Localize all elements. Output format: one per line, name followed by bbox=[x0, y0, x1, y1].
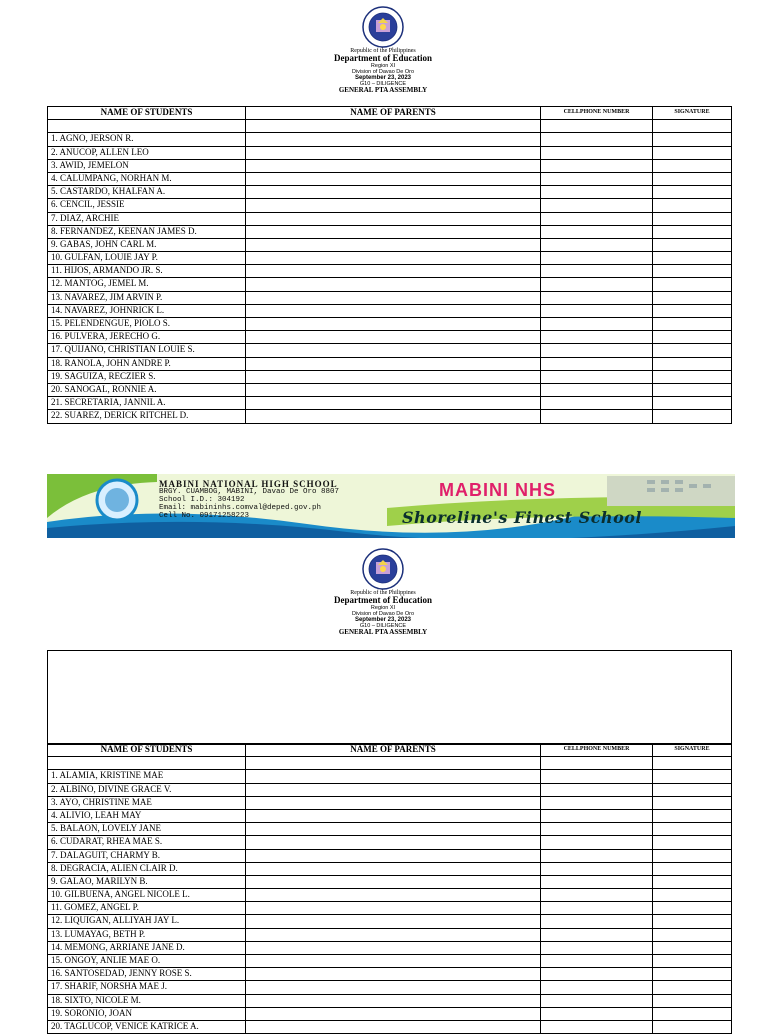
cellphone-cell[interactable] bbox=[541, 252, 653, 265]
student-name-cell: 10. GULFAN, LOUIE JAY P. bbox=[48, 252, 246, 265]
table-row bbox=[48, 370, 732, 383]
department-title: Department of Education bbox=[334, 595, 432, 606]
parent-name-cell[interactable] bbox=[246, 133, 541, 146]
cellphone-cell[interactable] bbox=[541, 159, 653, 172]
parent-name-cell[interactable] bbox=[246, 849, 541, 862]
blank-cell bbox=[48, 757, 246, 770]
table-row bbox=[48, 291, 732, 304]
student-name-cell: 14. NAVAREZ, JOHNRICK L. bbox=[48, 304, 246, 317]
table-body bbox=[48, 133, 732, 423]
table-blank-row bbox=[48, 120, 732, 133]
signature-cell[interactable] bbox=[653, 238, 732, 251]
blank-notes-box bbox=[47, 650, 732, 745]
table-header-row bbox=[48, 107, 732, 120]
signature-cell[interactable] bbox=[653, 370, 732, 383]
signature-cell[interactable] bbox=[653, 344, 732, 357]
cellphone-cell[interactable] bbox=[541, 981, 653, 994]
signature-cell[interactable] bbox=[653, 133, 732, 146]
table-row bbox=[48, 199, 732, 212]
signature-cell[interactable] bbox=[653, 770, 732, 783]
signature-cell[interactable] bbox=[653, 278, 732, 291]
signature-cell[interactable] bbox=[653, 265, 732, 278]
student-name-cell: 18. SIXTO, NICOLE M. bbox=[48, 994, 246, 1007]
cellphone-cell[interactable] bbox=[541, 383, 653, 396]
student-name-cell: 16. PULVERA, JERECHO G. bbox=[48, 331, 246, 344]
table-row bbox=[48, 770, 732, 783]
student-name-cell: 11. GOMEZ, ANGEL P. bbox=[48, 902, 246, 915]
section-line: G10 – DILIGENCE bbox=[359, 622, 407, 629]
signature-cell[interactable] bbox=[653, 212, 732, 225]
parent-name-cell[interactable] bbox=[246, 968, 541, 981]
signature-cell[interactable] bbox=[653, 291, 732, 304]
signature-cell[interactable] bbox=[653, 397, 732, 410]
blank-cell bbox=[541, 120, 653, 133]
cellphone-cell[interactable] bbox=[541, 836, 653, 849]
signature-cell[interactable] bbox=[653, 941, 732, 954]
cellphone-cell[interactable] bbox=[541, 902, 653, 915]
cellphone-cell[interactable] bbox=[541, 889, 653, 902]
signature-cell[interactable] bbox=[653, 783, 732, 796]
cellphone-cell[interactable] bbox=[541, 410, 653, 423]
cellphone-cell[interactable] bbox=[541, 875, 653, 888]
cellphone-cell[interactable] bbox=[541, 186, 653, 199]
col-signature-header: SIGNATURE bbox=[653, 744, 732, 757]
student-name-cell: 7. DALAGUIT, CHARMY B. bbox=[48, 849, 246, 862]
student-name-cell: 21. SECRETARIA, JANNIL A. bbox=[48, 397, 246, 410]
student-name-cell: 8. FERNANDEZ, KEENAN JAMES D. bbox=[48, 225, 246, 238]
parent-name-cell[interactable] bbox=[246, 304, 541, 317]
signature-cell[interactable] bbox=[653, 199, 732, 212]
student-name-cell: 15. ONGOY, ANLIE MAE O. bbox=[48, 955, 246, 968]
signature-cell[interactable] bbox=[653, 304, 732, 317]
date-line: September 23, 2023 bbox=[354, 617, 412, 624]
cellphone-cell[interactable] bbox=[541, 265, 653, 278]
student-name-cell: 13. NAVAREZ, JIM ARVIN P. bbox=[48, 291, 246, 304]
student-name-cell: 13. LUMAYAG, BETH P. bbox=[48, 928, 246, 941]
parent-name-cell[interactable] bbox=[246, 344, 541, 357]
parent-name-cell[interactable] bbox=[246, 915, 541, 928]
table-row bbox=[48, 968, 732, 981]
table-row bbox=[48, 928, 732, 941]
parent-name-cell[interactable] bbox=[246, 159, 541, 172]
student-name-cell: 20. SANOGAL, RONNIE A. bbox=[48, 383, 246, 396]
mabini-nhs-logo: MABINI NHS bbox=[439, 480, 556, 500]
table-row bbox=[48, 902, 732, 915]
republic-line: Republic of the Philippines bbox=[350, 590, 416, 596]
table-row bbox=[48, 172, 732, 185]
signature-cell[interactable] bbox=[653, 796, 732, 809]
cellphone-cell[interactable] bbox=[541, 357, 653, 370]
signature-cell[interactable] bbox=[653, 410, 732, 423]
student-name-cell: 1. ALAMIA, KRISTINE MAE bbox=[48, 770, 246, 783]
parent-name-cell[interactable] bbox=[246, 836, 541, 849]
signature-cell[interactable] bbox=[653, 994, 732, 1007]
signature-cell[interactable] bbox=[653, 915, 732, 928]
cellphone-cell[interactable] bbox=[541, 172, 653, 185]
banner-address: BRGY. CUAMBOG, MABINI, Davao De Oro 8807 bbox=[159, 488, 340, 496]
student-name-cell: 18. RANOLA, JOHN ANDRE P. bbox=[48, 357, 246, 370]
blank-cell bbox=[653, 120, 732, 133]
signature-cell[interactable] bbox=[653, 809, 732, 822]
attendance-table-2 bbox=[47, 743, 732, 1034]
cellphone-cell[interactable] bbox=[541, 968, 653, 981]
student-name-cell: 7. DIAZ, ARCHIE bbox=[48, 212, 246, 225]
cellphone-cell[interactable] bbox=[541, 823, 653, 836]
table-row bbox=[48, 146, 732, 159]
col-parents-header: NAME OF PARENTS bbox=[246, 107, 541, 120]
banner-background-icon bbox=[47, 474, 735, 538]
blank-cell bbox=[246, 120, 541, 133]
student-name-cell: 5. BALAON, LOVELY JANE bbox=[48, 823, 246, 836]
signature-cell[interactable] bbox=[653, 318, 732, 331]
table-row bbox=[48, 889, 732, 902]
student-name-cell: 3. AWID, JEMELON bbox=[48, 159, 246, 172]
banner-school-name: MABINI NATIONAL HIGH SCHOOL bbox=[159, 479, 338, 489]
cellphone-cell[interactable] bbox=[541, 133, 653, 146]
table-row bbox=[48, 383, 732, 396]
division-line: Division of Davao De Oro bbox=[351, 610, 415, 617]
cellphone-cell[interactable] bbox=[541, 955, 653, 968]
col-cellphone-header: CELLPHONE NUMBER bbox=[541, 744, 653, 757]
cellphone-cell[interactable] bbox=[541, 941, 653, 954]
cellphone-cell[interactable] bbox=[541, 928, 653, 941]
student-name-cell: 6. CUDARAT, RHEA MAE S. bbox=[48, 836, 246, 849]
cellphone-cell[interactable] bbox=[541, 1020, 653, 1033]
parent-name-cell[interactable] bbox=[246, 981, 541, 994]
parent-name-cell[interactable] bbox=[246, 928, 541, 941]
table-row bbox=[48, 331, 732, 344]
parent-name-cell[interactable] bbox=[246, 172, 541, 185]
table-row bbox=[48, 994, 732, 1007]
table-blank-row bbox=[48, 757, 732, 770]
table-header-row bbox=[48, 744, 732, 757]
cellphone-cell[interactable] bbox=[541, 304, 653, 317]
student-name-cell: 6. CENCIL, JESSIE bbox=[48, 199, 246, 212]
parent-name-cell[interactable] bbox=[246, 410, 541, 423]
parent-name-cell[interactable] bbox=[246, 331, 541, 344]
blank-cell bbox=[48, 120, 246, 133]
student-name-cell: 19. SORONIO, JOAN bbox=[48, 1007, 246, 1020]
cellphone-cell[interactable] bbox=[541, 212, 653, 225]
student-name-cell: 1. AGNO, JERSON R. bbox=[48, 133, 246, 146]
section-line: G10 – DILIGENCE bbox=[359, 80, 407, 87]
student-name-cell: 16. SANTOSEDAD, JENNY ROSE S. bbox=[48, 968, 246, 981]
cellphone-cell[interactable] bbox=[541, 783, 653, 796]
signature-cell[interactable] bbox=[653, 225, 732, 238]
parent-name-cell[interactable] bbox=[246, 252, 541, 265]
event-line: GENERAL PTA ASSEMBLY bbox=[338, 86, 428, 95]
col-students-header: NAME OF STUDENTS bbox=[48, 107, 246, 120]
table-row bbox=[48, 1020, 732, 1033]
parent-name-cell[interactable] bbox=[246, 370, 541, 383]
student-name-cell: 17. SHARIF, NORSHA MAE J. bbox=[48, 981, 246, 994]
table-row bbox=[48, 410, 732, 423]
student-name-cell: 15. PELENDENGUE, PIOLO S. bbox=[48, 318, 246, 331]
table-row bbox=[48, 836, 732, 849]
banner-school-id: School I.D.: 304192 bbox=[159, 496, 245, 504]
table-row bbox=[48, 265, 732, 278]
banner-contact-block bbox=[159, 480, 339, 520]
table-row bbox=[48, 212, 732, 225]
cellphone-cell[interactable] bbox=[541, 331, 653, 344]
signature-cell[interactable] bbox=[653, 823, 732, 836]
signature-cell[interactable] bbox=[653, 889, 732, 902]
deped-seal-icon bbox=[362, 6, 404, 48]
cellphone-cell[interactable] bbox=[541, 291, 653, 304]
table-row bbox=[48, 133, 732, 146]
parent-name-cell[interactable] bbox=[246, 783, 541, 796]
student-name-cell: 17. QUIJANO, CHRISTIAN LOUIE S. bbox=[48, 344, 246, 357]
region-line: Region XI bbox=[370, 62, 396, 69]
student-name-cell: 3. AYO, CHRISTINE MAE bbox=[48, 796, 246, 809]
table-row bbox=[48, 357, 732, 370]
student-name-cell: 22. SUAREZ, DERICK RITCHEL D. bbox=[48, 410, 246, 423]
parent-name-cell[interactable] bbox=[246, 823, 541, 836]
parent-name-cell[interactable] bbox=[246, 1020, 541, 1033]
blank-cell bbox=[653, 757, 732, 770]
student-name-cell: 9. GALAO, MARILYN B. bbox=[48, 875, 246, 888]
signature-cell[interactable] bbox=[653, 968, 732, 981]
signature-cell[interactable] bbox=[653, 981, 732, 994]
cellphone-cell[interactable] bbox=[541, 994, 653, 1007]
student-name-cell: 11. HIJOS, ARMANDO JR. S. bbox=[48, 265, 246, 278]
division-line: Division of Davao De Oro bbox=[351, 68, 415, 75]
cellphone-cell[interactable] bbox=[541, 1007, 653, 1020]
student-name-cell: 19. SAGUIZA, RECZIER S. bbox=[48, 370, 246, 383]
table-row bbox=[48, 278, 732, 291]
table-row bbox=[48, 875, 732, 888]
student-name-cell: 20. TAGLUCOP, VENICE KATRICE A. bbox=[48, 1020, 246, 1033]
table-row bbox=[48, 796, 732, 809]
student-name-cell: 2. ANUCOP, ALLEN LEO bbox=[48, 146, 246, 159]
signature-cell[interactable] bbox=[653, 836, 732, 849]
cellphone-cell[interactable] bbox=[541, 278, 653, 291]
table-row bbox=[48, 225, 732, 238]
attendance-table-1 bbox=[47, 106, 732, 424]
cellphone-cell[interactable] bbox=[541, 862, 653, 875]
table-row bbox=[48, 186, 732, 199]
parent-name-cell[interactable] bbox=[246, 278, 541, 291]
table-row bbox=[48, 862, 732, 875]
cellphone-cell[interactable] bbox=[541, 849, 653, 862]
table-row bbox=[48, 981, 732, 994]
table-row bbox=[48, 849, 732, 862]
parent-name-cell[interactable] bbox=[246, 796, 541, 809]
col-signature-header: SIGNATURE bbox=[653, 107, 732, 120]
table-row bbox=[48, 941, 732, 954]
table-row bbox=[48, 915, 732, 928]
parent-name-cell[interactable] bbox=[246, 186, 541, 199]
table-row bbox=[48, 823, 732, 836]
signature-cell[interactable] bbox=[653, 862, 732, 875]
table-row bbox=[48, 238, 732, 251]
signature-cell[interactable] bbox=[653, 383, 732, 396]
parent-name-cell[interactable] bbox=[246, 875, 541, 888]
col-cellphone-header: CELLPHONE NUMBER bbox=[541, 107, 653, 120]
signature-cell[interactable] bbox=[653, 172, 732, 185]
parent-name-cell[interactable] bbox=[246, 357, 541, 370]
signature-cell[interactable] bbox=[653, 331, 732, 344]
banner-cell: Cell No. 09171258223 bbox=[159, 512, 250, 520]
table-row bbox=[48, 1007, 732, 1020]
banner-tagline: Shoreline's Finest School bbox=[402, 508, 642, 527]
table-row bbox=[48, 809, 732, 822]
table-body bbox=[48, 770, 732, 1034]
cellphone-cell[interactable] bbox=[541, 796, 653, 809]
department-title: Department of Education bbox=[334, 53, 432, 64]
cellphone-cell[interactable] bbox=[541, 225, 653, 238]
signature-cell[interactable] bbox=[653, 849, 732, 862]
parent-name-cell[interactable] bbox=[246, 225, 541, 238]
student-name-cell: 8. DEGRACIA, ALIEN CLAIR D. bbox=[48, 862, 246, 875]
table-row bbox=[48, 318, 732, 331]
date-line: September 23, 2023 bbox=[354, 75, 412, 82]
table-row bbox=[48, 252, 732, 265]
school-banner bbox=[47, 474, 735, 538]
parent-name-cell[interactable] bbox=[246, 397, 541, 410]
signature-cell[interactable] bbox=[653, 875, 732, 888]
parent-name-cell[interactable] bbox=[246, 265, 541, 278]
signature-cell[interactable] bbox=[653, 955, 732, 968]
header-page-1 bbox=[283, 6, 483, 95]
deped-seal-icon bbox=[362, 548, 404, 590]
parent-name-cell[interactable] bbox=[246, 809, 541, 822]
signature-cell[interactable] bbox=[653, 159, 732, 172]
cellphone-cell[interactable] bbox=[541, 146, 653, 159]
cellphone-cell[interactable] bbox=[541, 344, 653, 357]
table-row bbox=[48, 344, 732, 357]
parent-name-cell[interactable] bbox=[246, 902, 541, 915]
parent-name-cell[interactable] bbox=[246, 146, 541, 159]
header-page-2 bbox=[283, 548, 483, 637]
signature-cell[interactable] bbox=[653, 146, 732, 159]
signature-cell[interactable] bbox=[653, 186, 732, 199]
student-name-cell: 12. MANTOG, JEMEL M. bbox=[48, 278, 246, 291]
cellphone-cell[interactable] bbox=[541, 318, 653, 331]
parent-name-cell[interactable] bbox=[246, 1007, 541, 1020]
signature-cell[interactable] bbox=[653, 252, 732, 265]
student-name-cell: 4. ALIVIO, LEAH MAY bbox=[48, 809, 246, 822]
cellphone-cell[interactable] bbox=[541, 370, 653, 383]
parent-name-cell[interactable] bbox=[246, 889, 541, 902]
signature-cell[interactable] bbox=[653, 1020, 732, 1033]
signature-cell[interactable] bbox=[653, 357, 732, 370]
parent-name-cell[interactable] bbox=[246, 994, 541, 1007]
col-parents-header: NAME OF PARENTS bbox=[246, 744, 541, 757]
region-line: Region XI bbox=[370, 604, 396, 611]
student-name-cell: 9. GABAS, JOHN CARL M. bbox=[48, 238, 246, 251]
cellphone-cell[interactable] bbox=[541, 397, 653, 410]
parent-name-cell[interactable] bbox=[246, 770, 541, 783]
parent-name-cell[interactable] bbox=[246, 955, 541, 968]
student-name-cell: 10. GILBUENA, ANGEL NICOLE L. bbox=[48, 889, 246, 902]
signature-cell[interactable] bbox=[653, 928, 732, 941]
student-name-cell: 12. LIQUIGAN, ALLIYAH JAY L. bbox=[48, 915, 246, 928]
blank-cell bbox=[541, 757, 653, 770]
parent-name-cell[interactable] bbox=[246, 383, 541, 396]
table-row bbox=[48, 304, 732, 317]
table-row bbox=[48, 397, 732, 410]
student-name-cell: 2. ALBINO, DIVINE GRACE V. bbox=[48, 783, 246, 796]
cellphone-cell[interactable] bbox=[541, 238, 653, 251]
parent-name-cell[interactable] bbox=[246, 941, 541, 954]
table-row bbox=[48, 159, 732, 172]
banner-email: Email: mabininhs.comval@deped.gov.ph bbox=[159, 504, 322, 512]
parent-name-cell[interactable] bbox=[246, 291, 541, 304]
signature-cell[interactable] bbox=[653, 1007, 732, 1020]
parent-name-cell[interactable] bbox=[246, 212, 541, 225]
table-row bbox=[48, 783, 732, 796]
event-line: GENERAL PTA ASSEMBLY bbox=[338, 628, 428, 637]
parent-name-cell[interactable] bbox=[246, 318, 541, 331]
cellphone-cell[interactable] bbox=[541, 809, 653, 822]
parent-name-cell[interactable] bbox=[246, 238, 541, 251]
col-students-header: NAME OF STUDENTS bbox=[48, 744, 246, 757]
table-row bbox=[48, 955, 732, 968]
student-name-cell: 5. CASTARDO, KHALFAN A. bbox=[48, 186, 246, 199]
student-name-cell: 4. CALUMPANG, NORHAN M. bbox=[48, 172, 246, 185]
cellphone-cell[interactable] bbox=[541, 915, 653, 928]
cellphone-cell[interactable] bbox=[541, 199, 653, 212]
parent-name-cell[interactable] bbox=[246, 199, 541, 212]
student-name-cell: 14. MEMONG, ARRIANE JANE D. bbox=[48, 941, 246, 954]
parent-name-cell[interactable] bbox=[246, 862, 541, 875]
cellphone-cell[interactable] bbox=[541, 770, 653, 783]
republic-line: Republic of the Philippines bbox=[350, 48, 416, 54]
signature-cell[interactable] bbox=[653, 902, 732, 915]
blank-cell bbox=[246, 757, 541, 770]
